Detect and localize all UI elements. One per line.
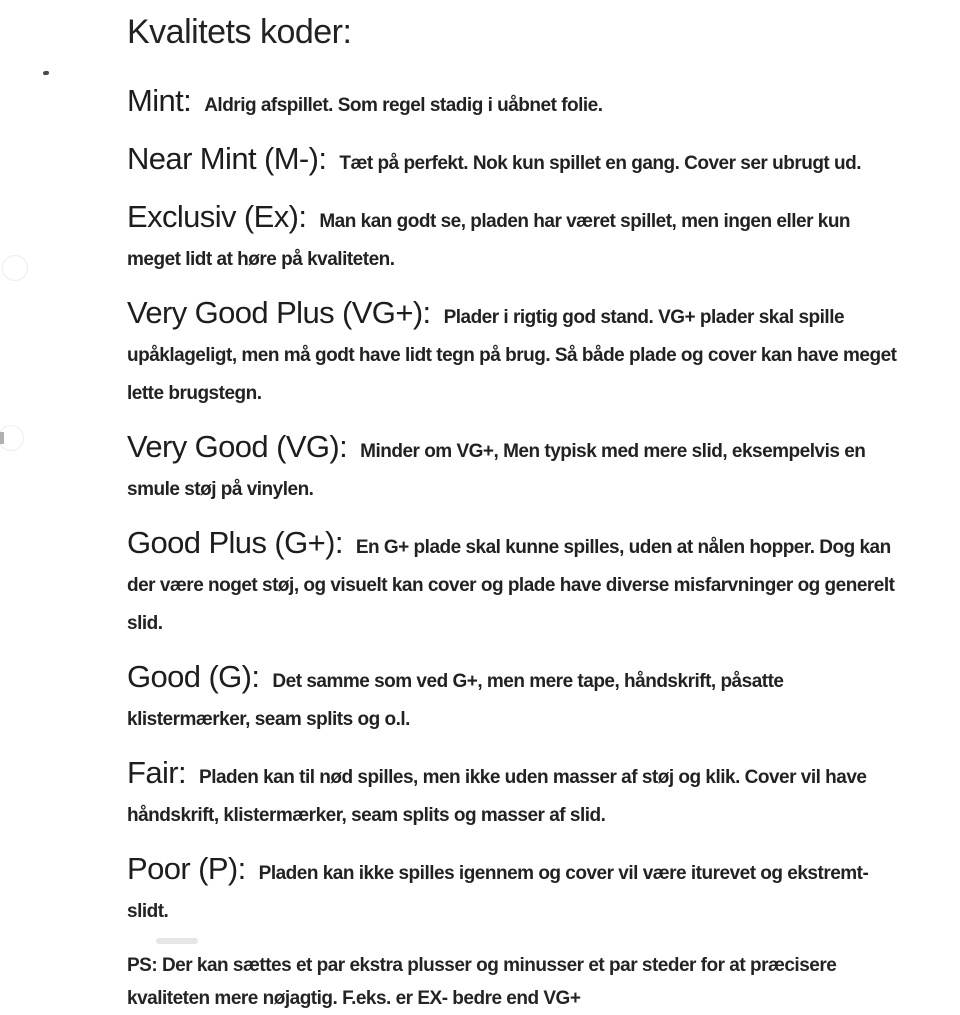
- grade-term: Very Good Plus (VG+):: [127, 294, 431, 330]
- scan-artifact-circle: [2, 255, 28, 281]
- grade-term: Exclusiv (Ex):: [127, 198, 307, 234]
- grade-term: Fair:: [127, 754, 187, 790]
- grade-description: Minder om VG+, Men typisk med mere slid, eksempelvis en smule støj på vinylen.: [127, 440, 866, 500]
- grade-entry-fair: [127, 754, 897, 835]
- grade-entry-exclusiv: [127, 198, 897, 279]
- postscript-note: PS: Der kan sættes et par ekstra plusser og minusser et par steder for at præcisere kvaliteten mere nøjagtig. F.eks. er EX- bedre end VG+: [127, 954, 837, 1009]
- grade-term: Good Plus (G+):: [127, 524, 343, 560]
- document-page: [127, 12, 897, 1015]
- grade-entry-poor: [127, 850, 897, 931]
- grade-term: Near Mint (M-):: [127, 140, 327, 176]
- grade-description: Tæt på perfekt. Nok kun spillet en gang. Cover ser ubrugt ud.: [339, 152, 862, 174]
- grade-entry-very-good: [127, 428, 897, 509]
- grade-description: Plader i rigtig god stand. VG+ plader skal spille upåklageligt, men må godt have lidt tegn på brug. Så både plade og cover kan have meget lette brugstegn.: [127, 306, 897, 404]
- grade-description: Pladen kan ikke spilles igennem og cover vil være iturevet og ekstremt-slidt.: [127, 862, 869, 922]
- grade-term: Mint:: [127, 82, 192, 118]
- page-title: Kvalitets koder:: [127, 13, 352, 51]
- grade-term: Good (G):: [127, 658, 260, 694]
- grade-entry-mint: [127, 82, 897, 125]
- grade-entry-very-good-plus: [127, 294, 897, 413]
- grade-term: Very Good (VG):: [127, 428, 348, 464]
- grade-description: Man kan godt se, pladen har været spillet, men ingen eller kun meget lidt at høre på kvaliteten.: [127, 210, 851, 270]
- grade-description: Pladen kan til nød spilles, men ikke uden masser af støj og klik. Cover vil have håndskrift, klistermærker, seam splits og masser af slid.: [127, 766, 867, 826]
- grade-term: Poor (P):: [127, 850, 246, 886]
- scan-speck: [43, 71, 49, 76]
- grade-description: Det samme som ved G+, men mere tape, håndskrift, påsatte klistermærker, seam splits og o.l.: [127, 670, 784, 730]
- grade-entry-good-plus: [127, 524, 897, 643]
- grade-description: Aldrig afspillet. Som regel stadig i uåbnet folie.: [204, 94, 603, 116]
- scan-edge-mark: [0, 432, 4, 444]
- grade-entry-good: [127, 658, 897, 739]
- grade-description: En G+ plade skal kunne spilles, uden at nålen hopper. Dog kan der være noget støj, og visuelt kan cover og plade have diverse misfarvninger og generelt slid.: [127, 536, 895, 634]
- grade-entry-near-mint: [127, 140, 897, 183]
